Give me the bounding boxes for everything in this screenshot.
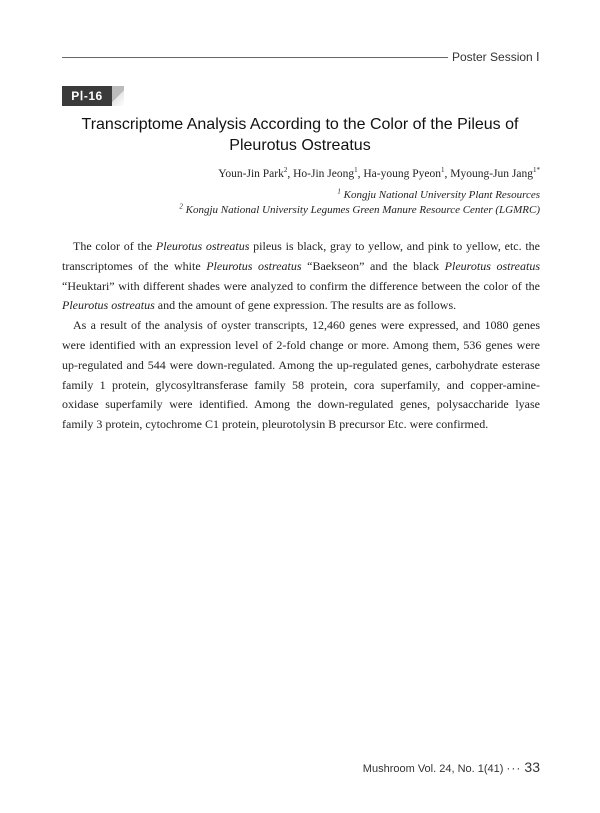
affiliation-text: Kongju National University Plant Resources — [343, 189, 540, 201]
title-line-2: Pleurotus Ostreatus — [229, 137, 371, 154]
species-name: Pleurotus ostreatus — [155, 239, 250, 253]
text-run: and the amount of gene expression. The results are as follows. — [154, 298, 457, 313]
title-line-1: Transcriptome Analysis According to the Color of the Pileus of — [81, 116, 519, 133]
poster-code: PⅠ-16 — [62, 86, 112, 106]
affiliation-sup: 2 — [179, 202, 183, 211]
affiliation-2 — [80, 203, 540, 218]
page-number: 33 — [524, 759, 540, 775]
text-run: The color of the — [73, 239, 156, 253]
header-rule — [62, 57, 448, 58]
author-name: Ha-young Pyeon — [363, 168, 441, 180]
author-sup: 1 — [441, 166, 445, 175]
author-sup: 2 — [283, 166, 288, 175]
badge-tab-shape — [112, 86, 124, 106]
species-name: Pleurotus ostreatus — [206, 258, 302, 273]
abstract-body — [62, 237, 540, 435]
author-sup: 1* — [533, 166, 540, 175]
poster-badge — [62, 86, 124, 106]
session-label: Poster Session Ⅰ — [452, 50, 540, 64]
species-name: Pleurotus ostreatus — [444, 258, 540, 273]
abstract-paragraph-2: As a result of the analysis of oyster transcripts, 12,460 genes were expressed, and 1080 genes were identified with an expression level of 2-fold change or more. Among them, 536 genes were up-regulated and 544 were down-regulated. Among the up-regulated genes, carbohydrate esterase family 1 protein, glycosyltransferase family 58 protein, cora superfamily, and copper-amine-oxidase superfamily were identified. Among the down-regulated genes, polysaccharide lyase family 3 protein, cytochrome C1 protein, pleurotolysin B precursor Etc. were confirmed. — [62, 318, 540, 432]
text-run: “Baekseon” and the black — [301, 258, 445, 273]
page-footer — [363, 759, 540, 777]
author-sup: 1 — [354, 166, 358, 175]
author-name: Ho-Jin Jeong — [293, 168, 355, 180]
text-run: pileus is black, gray to yellow, and pink to yellow, etc. the transcriptomes of the white — [62, 239, 540, 273]
footer-dots: ··· — [506, 761, 522, 775]
species-name: Pleurotus ostreatus — [62, 298, 155, 313]
affiliation-1 — [80, 188, 540, 203]
author-name: Myoung-Jun Jang — [450, 168, 533, 180]
abstract-paragraph-1 — [62, 237, 540, 316]
journal-citation: Mushroom Vol. 24, No. 1(41) — [362, 763, 504, 775]
affiliation-sup: 1 — [337, 187, 341, 196]
text-run: “Heuktari” with different shades were analyzed to confirm the difference between the color of the — [62, 278, 540, 293]
author-name: Youn-Jin Park — [218, 168, 284, 180]
paper-title — [70, 114, 530, 156]
affiliation-text: Kongju National University Legumes Green Manure Resource Center (LGMRC) — [185, 204, 540, 216]
author-list: Youn-Jin Park$^2$, Ho-Jin Jeong$^1$, Ha-young Pyeon$^1$, Myoung-Jun Jang$^{1*}$ — [218, 166, 540, 180]
